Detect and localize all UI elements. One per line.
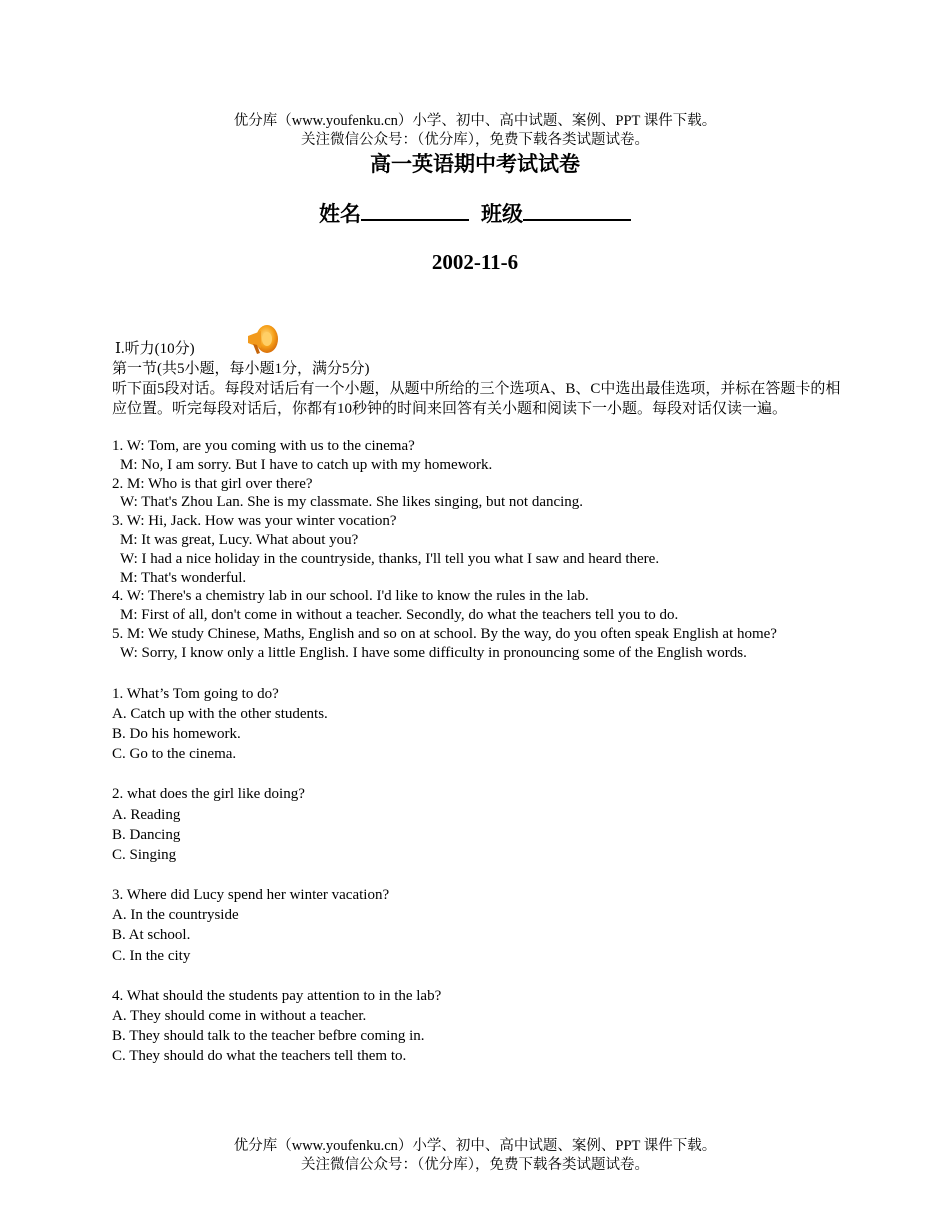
option-c: C. Go to the cinema. [112,746,237,763]
header-banner [0,112,950,150]
dialogue-line: 5. M: We study Chinese, Maths, English and so on at school. By the way, do you often speak English at home? [112,625,777,642]
question-text: 2. what does the girl like doing? [112,786,305,803]
dialogue-line: W: That's Zhou Lan. She is my classmate. She likes singing, but not dancing. [120,494,584,511]
footer-banner [0,1137,950,1175]
dialogue-line: M: That's wonderful. [120,569,247,586]
dialogue-line: M: First of all, don't come in without a teacher. Secondly, do what the teachers tell you to do. [120,607,679,624]
option-c: C. They should do what the teachers tell them to. [112,1048,407,1065]
footer-banner-line2: 关注微信公众号：（优分库），免费下载各类试题试卷。 [301,1157,649,1173]
question-text: 1. What’s Tom going to do? [112,685,279,702]
class-blank [523,201,631,221]
option-a: A. They should come in without a teacher. [112,1008,367,1024]
section-heading: Ⅰ.听力(10分) [115,341,195,357]
dialogue-line: 2. M: Who is that girl over there? [112,475,313,492]
question-text: 4. What should the students pay attention to in the lab? [112,987,442,1004]
dialogue-line: 4. W: There's a chemistry lab in our school. I'd like to know the rules in the lab. [112,588,589,605]
dialogue-line: W: Sorry, I know only a little English. I have some difficulty in pronouncing some of the English words. [120,644,747,661]
section-subheading: 第一节(共5小题，每小题1分，满分5分) [112,361,370,377]
dialogue-list [112,437,852,663]
option-c: C. In the city [112,947,191,964]
dialogue-line: 3. W: Hi, Jack. How was your winter vocation? [112,513,397,530]
name-class-line [0,198,950,228]
section-instructions: 听下面5段对话。每段对话后有一个小题，从题中所给的三个选项A、B、C中选出最佳选项，并标在答题卡的相应位置。听完每段对话后，你都有10秒钟的时间来回答有关小题和阅读下一小题。每段对话仅读一遍。 [112,381,841,417]
question-4 [112,986,852,1067]
header-banner-line1: 优分库（www.youfenku.cn）小学、初中、高中试题、案例、PPT 课件下载。 [233,113,717,129]
dialogue-line: M: No, I am sorry. But I have to catch up with my homework. [120,456,493,473]
question-1 [112,684,852,765]
option-a: A. Catch up with the other students. [112,705,328,722]
question-2 [112,784,852,865]
dialogue-line: W: I had a nice holiday in the countryside, thanks, I'll tell you what I saw and heard there. [120,550,660,567]
option-a: A. Reading [112,806,181,823]
option-b: B. Do his homework. [112,725,241,742]
question-3 [112,885,852,966]
option-c: C. Singing [112,846,177,863]
option-b: B. They should talk to the teacher befbre coming in. [112,1028,425,1045]
name-blank [361,201,469,221]
name-label: 姓名 [319,202,361,226]
listening-section [112,339,852,1067]
dialogue-line: M: It was great, Lucy. What about you? [120,531,359,548]
header-banner-line2: 关注微信公众号：（优分库），免费下载各类试题试卷。 [301,132,649,148]
footer-banner-line1: 优分库（www.youfenku.cn）小学、初中、高中试题、案例、PPT 课件下载。 [233,1138,717,1154]
exam-title: 高一英语期中考试试卷 [370,152,580,176]
option-b: B. At school. [112,927,191,944]
class-label: 班级 [481,202,523,226]
exam-date: 2002-11-6 [431,250,519,274]
option-a: A. In the countryside [112,907,239,924]
question-text: 3. Where did Lucy spend her winter vacation? [112,887,390,904]
dialogue-line: 1. W: Tom, are you coming with us to the cinema? [112,438,415,454]
option-b: B. Dancing [112,826,181,843]
